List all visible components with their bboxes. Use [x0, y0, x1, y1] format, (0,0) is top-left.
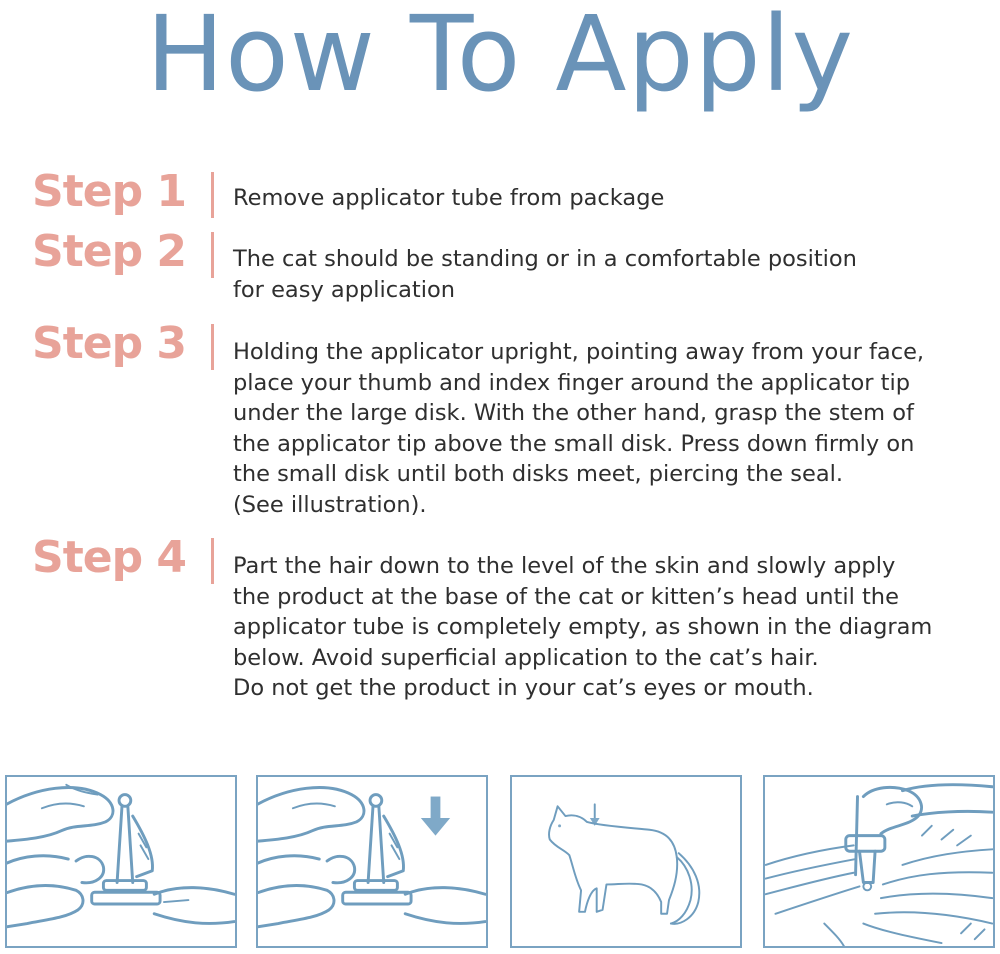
page-title: How To Apply — [145, 0, 855, 115]
step-4-label: Step 4 — [32, 532, 186, 583]
step-1-label: Step 1 — [32, 166, 186, 217]
illustration-panel-1 — [5, 775, 237, 948]
step-4-text: Part the hair down to the level of the skin and slowly apply the product at the base of the cat or kitten’s head until the applicator tube is completely empty, as shown in the diagram below. Avoid superficial application to the cat’s hair. Do not get the product in your cat’s eyes or mouth. — [233, 553, 933, 701]
step-4-divider — [211, 538, 214, 584]
step-1-divider — [211, 172, 214, 218]
cat-silhouette-icon — [512, 777, 740, 946]
step-3-text: Holding the applicator upright, pointing away from your face, place your thumb and index finger around the applicator tip under the large disk. With the other hand, grasp the stem of the applicator tip above the small disk. Press down firmly on the small disk until both disks meet, piercing the seal. (See illustration). — [233, 339, 925, 518]
step-3-label: Step 3 — [32, 318, 186, 369]
illustration-panel-3 — [510, 775, 742, 948]
applying-to-fur-icon — [765, 777, 993, 946]
hand-holding-applicator-icon — [7, 777, 235, 946]
step-1-text: Remove applicator tube from package — [233, 185, 665, 211]
step-2-label: Step 2 — [32, 226, 186, 277]
illustration-panel-4 — [763, 775, 995, 948]
step-2-text: The cat should be standing or in a comfortable position for easy application — [233, 246, 857, 303]
step-2-divider — [211, 232, 214, 278]
hand-pressing-applicator-icon — [258, 777, 486, 946]
illustration-panel-2 — [256, 775, 488, 948]
step-3-divider — [211, 324, 214, 370]
